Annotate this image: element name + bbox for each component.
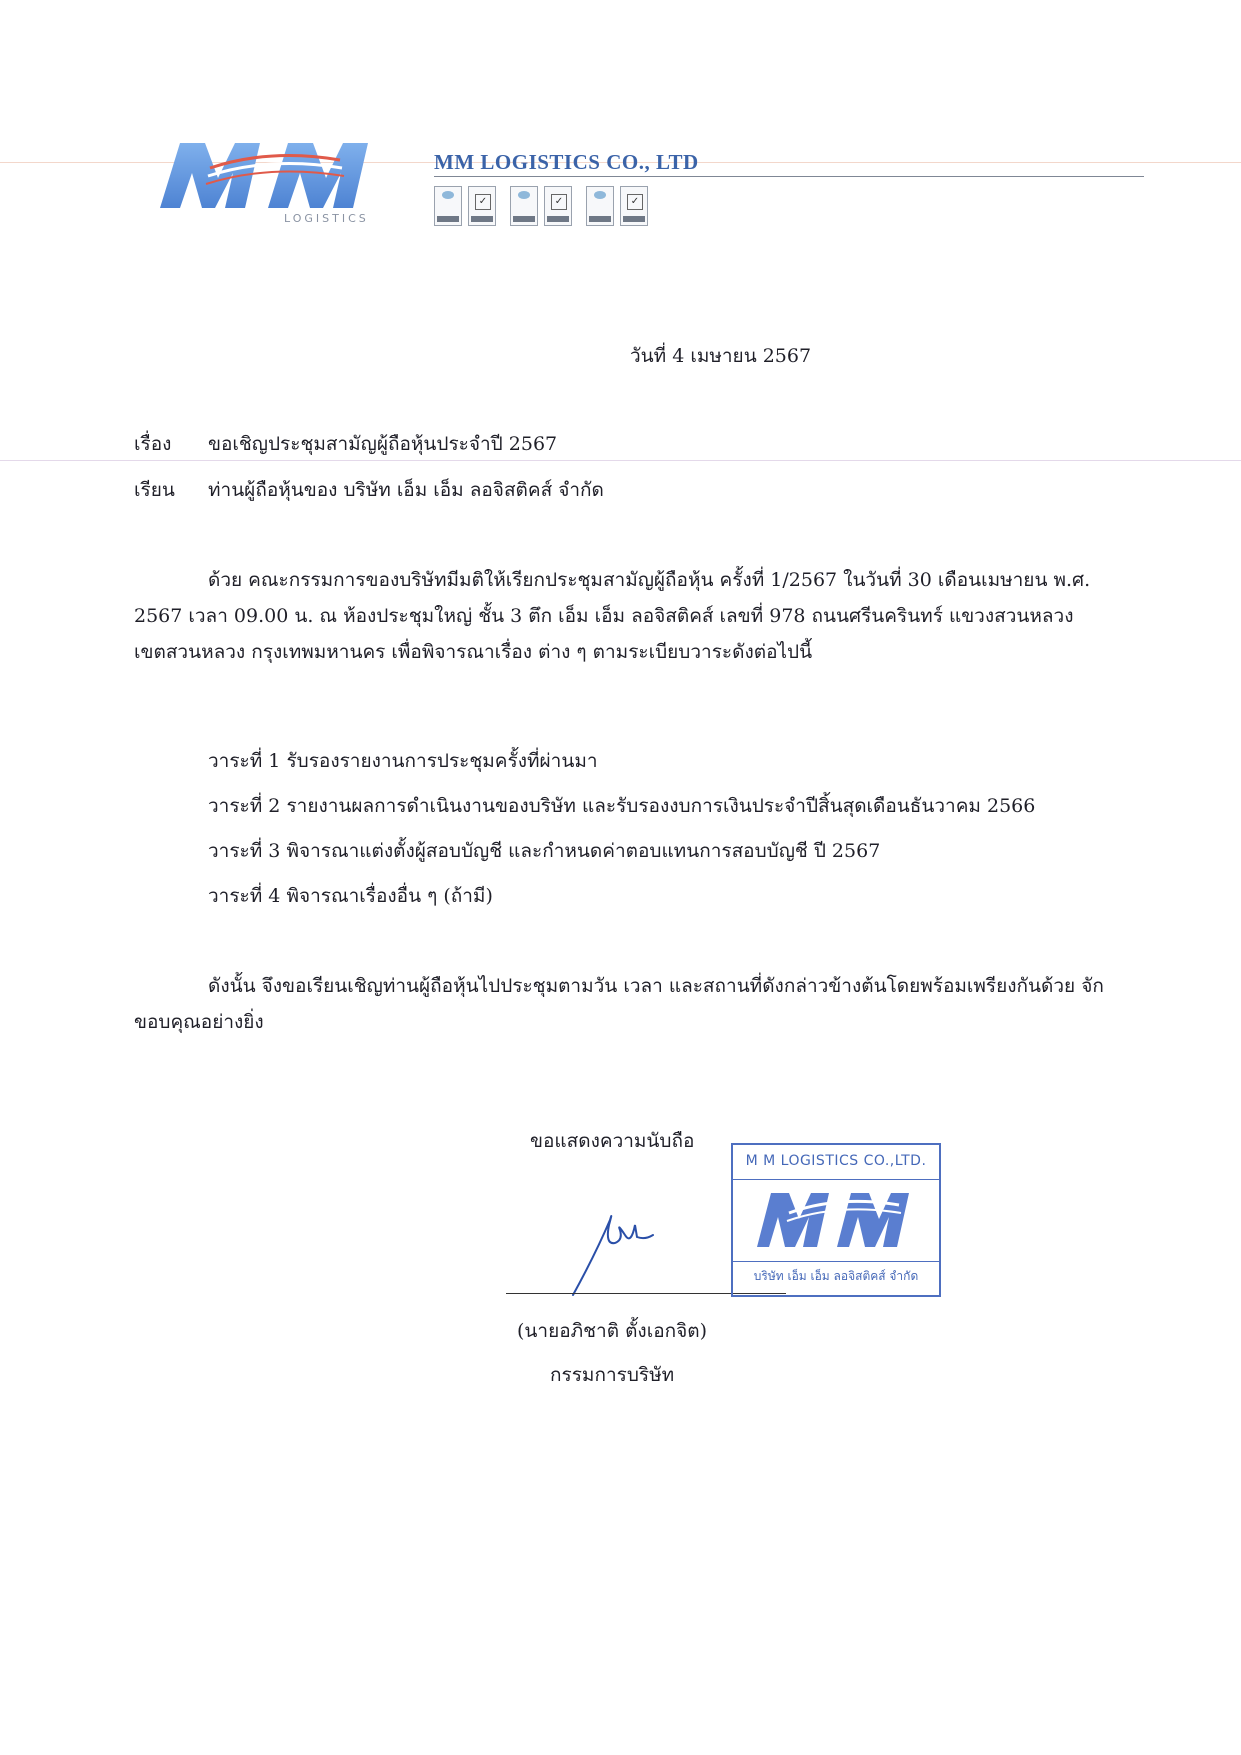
header-divider bbox=[434, 176, 1144, 177]
signer-name: (นายอภิชาติ ตั้งเอกจิต) bbox=[517, 1320, 707, 1342]
closing-paragraph bbox=[134, 968, 1106, 1040]
stamp-logo bbox=[749, 1187, 923, 1253]
company-name: MM LOGISTICS CO., LTD bbox=[434, 150, 699, 174]
cert-ukas-icon: ✓ bbox=[544, 186, 572, 226]
cert-ukas-icon: ✓ bbox=[468, 186, 496, 226]
recipient-label: เรียน bbox=[134, 479, 175, 501]
paragraph-text: ด้วย คณะกรรมการของบริษัทมีมติให้เรียกประชุมสามัญผู้ถือหุ้น ครั้งที่ 1/2567 ในวันที่ 30 เดือนเมษายน พ.ศ. 2567 เวลา 09.00 น. ณ ห้องประชุมใหญ่ ชั้น 3 ตึก เอ็ม เอ็ม ลอจิสติคส์ เลขที่ 978 ถนนศรีนครินทร์ แขวงสวนหลวง เขตสวนหลวง กรุงเทพมหานคร เพื่อพิจารณาเรื่อง ต่าง ๆ ตามระเบียบวาระดังต่อไปนี้ bbox=[134, 569, 1091, 663]
agenda-item-3: วาระที่ 3 พิจารณาแต่งตั้งผู้สอบบัญชี และกำหนดค่าตอบแทนการสอบบัญชี ปี 2567 bbox=[208, 840, 881, 862]
stamp-divider bbox=[733, 1261, 939, 1262]
stamp-company-name: M M LOGISTICS CO.,LTD. bbox=[745, 1153, 927, 1169]
stamp-divider bbox=[733, 1179, 939, 1180]
stamp-thai-name: บริษัท เอ็ม เอ็ม ลอจิสติคส์ จำกัด bbox=[753, 1269, 919, 1283]
agenda-item-2: วาระที่ 2 รายงานผลการดำเนินงานของบริษัท และรับรองงบการเงินประจำปีสิ้นสุดเดือนธันวาคม 2566 bbox=[208, 795, 1036, 817]
closing-salutation: ขอแสดงความนับถือ bbox=[530, 1130, 695, 1152]
certification-badges bbox=[434, 186, 648, 226]
scan-line bbox=[0, 460, 1241, 461]
paragraph-text: ดังนั้น จึงขอเรียนเชิญท่านผู้ถือหุ้นไปประชุมตามวัน เวลา และสถานที่ดังกล่าวข้างต้นโดยพร้อมเพรียงกันด้วย จักขอบคุณอย่างยิ่ง bbox=[134, 975, 1104, 1033]
signer-position: กรรมการบริษัท bbox=[550, 1364, 675, 1386]
cert-environment-icon bbox=[510, 186, 538, 226]
agenda-item-4: วาระที่ 4 พิจารณาเรื่องอื่น ๆ (ถ้ามี) bbox=[208, 885, 493, 907]
cert-health-safety-icon bbox=[586, 186, 614, 226]
handwritten-signature bbox=[565, 1195, 675, 1305]
body-paragraph bbox=[134, 562, 1106, 670]
subject-text: ขอเชิญประชุมสามัญผู้ถือหุ้นประจำปี 2567 bbox=[208, 433, 558, 455]
agenda-item-1: วาระที่ 1 รับรองรายงานการประชุมครั้งที่ผ่านมา bbox=[208, 750, 598, 772]
cert-quality-icon bbox=[434, 186, 462, 226]
cert-ukas-icon: ✓ bbox=[620, 186, 648, 226]
logo-subtitle: LOGISTICS bbox=[284, 212, 369, 225]
letter-date: วันที่ 4 เมษายน 2567 bbox=[630, 345, 812, 367]
company-stamp bbox=[731, 1143, 941, 1297]
recipient-text: ท่านผู้ถือหุ้นของ บริษัท เอ็ม เอ็ม ลอจิสติคส์ จำกัด bbox=[208, 479, 604, 501]
subject-label: เรื่อง bbox=[134, 433, 172, 455]
